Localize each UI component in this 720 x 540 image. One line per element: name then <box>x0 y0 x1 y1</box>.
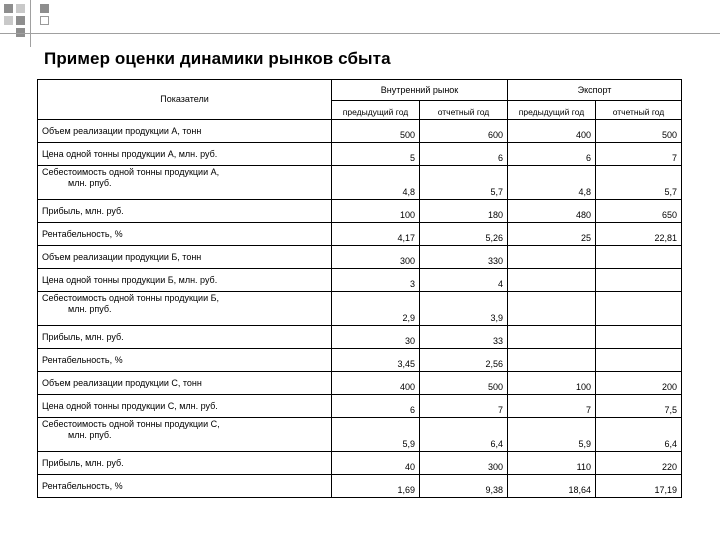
row-label-text: Цена одной тонны продукции С, млн. руб. <box>42 400 218 411</box>
value-cell: 6,4 <box>596 418 682 452</box>
value-cell: 330 <box>420 246 508 269</box>
row-label-text: Прибыль, млн. руб. <box>42 331 124 342</box>
value-cell: 110 <box>508 452 596 475</box>
row-label <box>38 395 332 418</box>
row-label <box>38 269 332 292</box>
value-cell: 6,4 <box>420 418 508 452</box>
value-cell: 100 <box>508 372 596 395</box>
row-label <box>38 372 332 395</box>
table-row <box>38 269 682 292</box>
value-cell: 500 <box>596 120 682 143</box>
row-label <box>38 223 332 246</box>
row-label-unit: млн. рпуб. <box>68 430 112 440</box>
row-label-text: Себестоимость одной тонны продукции Б, <box>42 293 220 303</box>
table-row <box>38 246 682 269</box>
row-label <box>38 326 332 349</box>
table-row <box>38 452 682 475</box>
row-label <box>38 349 332 372</box>
value-cell: 480 <box>508 200 596 223</box>
value-cell: 3,45 <box>332 349 420 372</box>
value-cell: 30 <box>332 326 420 349</box>
value-cell: 4 <box>420 269 508 292</box>
row-label-text: Объем реализации продукции А, тонн <box>42 125 202 136</box>
value-cell <box>596 246 682 269</box>
value-cell: 180 <box>420 200 508 223</box>
value-cell: 5,26 <box>420 223 508 246</box>
row-label-text: Себестоимость одной тонны продукции С, <box>42 419 220 429</box>
row-label-unit: млн. рпуб. <box>68 304 112 314</box>
value-cell: 7,5 <box>596 395 682 418</box>
value-cell: 300 <box>420 452 508 475</box>
table-row <box>38 120 682 143</box>
decor-square <box>16 4 25 13</box>
row-label-text: Цена одной тонны продукции А, млн. руб. <box>42 148 218 159</box>
value-cell <box>596 269 682 292</box>
value-cell: 5,7 <box>596 166 682 200</box>
row-label-text: Прибыль, млн. руб. <box>42 205 124 216</box>
table-row <box>38 200 682 223</box>
value-cell: 6 <box>332 395 420 418</box>
market-dynamics-table <box>37 79 682 498</box>
value-cell <box>596 292 682 326</box>
value-cell: 220 <box>596 452 682 475</box>
row-label-text: Рентабельность, % <box>42 480 123 491</box>
value-cell: 1,69 <box>332 475 420 498</box>
value-cell <box>508 292 596 326</box>
value-cell: 9,38 <box>420 475 508 498</box>
value-cell: 600 <box>420 120 508 143</box>
value-cell: 5 <box>332 143 420 166</box>
header-export: Экспорт <box>508 80 682 101</box>
value-cell: 100 <box>332 200 420 223</box>
value-cell: 7 <box>508 395 596 418</box>
decor-square <box>4 16 13 25</box>
header-domestic-curr-year: отчетный год <box>420 101 508 120</box>
value-cell <box>508 326 596 349</box>
table-row <box>38 143 682 166</box>
value-cell <box>508 246 596 269</box>
value-cell: 18,64 <box>508 475 596 498</box>
value-cell: 500 <box>332 120 420 143</box>
value-cell: 33 <box>420 326 508 349</box>
row-label <box>38 292 332 326</box>
row-label-text: Объем реализации продукции Б, тонн <box>42 251 202 262</box>
value-cell: 500 <box>420 372 508 395</box>
table-row <box>38 372 682 395</box>
row-label-text: Рентабельность, % <box>42 354 123 365</box>
decor-square <box>4 4 13 13</box>
value-cell: 2,9 <box>332 292 420 326</box>
value-cell: 2,56 <box>420 349 508 372</box>
row-label <box>38 166 332 200</box>
value-cell: 6 <box>420 143 508 166</box>
row-label <box>38 475 332 498</box>
value-cell: 25 <box>508 223 596 246</box>
value-cell: 4,8 <box>508 166 596 200</box>
row-label-text: Объем реализации продукции С, тонн <box>42 377 202 388</box>
value-cell <box>508 349 596 372</box>
header-indicators: Показатели <box>38 80 332 120</box>
header-export-prev-year: предыдущий год <box>508 101 596 120</box>
value-cell <box>508 269 596 292</box>
value-cell: 7 <box>420 395 508 418</box>
value-cell: 200 <box>596 372 682 395</box>
table-row <box>38 475 682 498</box>
header-export-curr-year: отчетный год <box>596 101 682 120</box>
row-label <box>38 120 332 143</box>
value-cell: 300 <box>332 246 420 269</box>
row-label <box>38 246 332 269</box>
table-row <box>38 326 682 349</box>
table-row <box>38 166 682 200</box>
value-cell: 5,9 <box>508 418 596 452</box>
row-label-unit: млн. рпуб. <box>68 178 112 188</box>
value-cell <box>596 349 682 372</box>
value-cell <box>596 326 682 349</box>
value-cell: 3 <box>332 269 420 292</box>
row-label <box>38 418 332 452</box>
value-cell: 4,8 <box>332 166 420 200</box>
value-cell: 4,17 <box>332 223 420 246</box>
decor-vertical-line <box>30 0 31 47</box>
decor-horizontal-line <box>0 33 720 34</box>
value-cell: 650 <box>596 200 682 223</box>
row-label-text: Цена одной тонны продукции Б, млн. руб. <box>42 274 218 285</box>
row-label <box>38 452 332 475</box>
table-row <box>38 395 682 418</box>
header-domestic-prev-year: предыдущий год <box>332 101 420 120</box>
value-cell: 22,81 <box>596 223 682 246</box>
value-cell: 5,9 <box>332 418 420 452</box>
row-label-text: Рентабельность, % <box>42 228 123 239</box>
value-cell: 7 <box>596 143 682 166</box>
value-cell: 3,9 <box>420 292 508 326</box>
table-row <box>38 292 682 326</box>
table-row <box>38 418 682 452</box>
value-cell: 6 <box>508 143 596 166</box>
table-row <box>38 349 682 372</box>
row-label-text: Прибыль, млн. руб. <box>42 457 124 468</box>
header-domestic-market: Внутренний рынок <box>332 80 508 101</box>
decor-square <box>40 4 49 13</box>
value-cell: 400 <box>508 120 596 143</box>
value-cell: 40 <box>332 452 420 475</box>
table-row <box>38 223 682 246</box>
slide-title: Пример оценки динамики рынков сбыта <box>44 49 391 68</box>
value-cell: 400 <box>332 372 420 395</box>
value-cell: 17,19 <box>596 475 682 498</box>
row-label <box>38 200 332 223</box>
row-label <box>38 143 332 166</box>
row-label-text: Себестоимость одной тонны продукции А, <box>42 167 220 177</box>
decor-square <box>16 16 25 25</box>
decor-square <box>40 16 49 25</box>
value-cell: 5,7 <box>420 166 508 200</box>
